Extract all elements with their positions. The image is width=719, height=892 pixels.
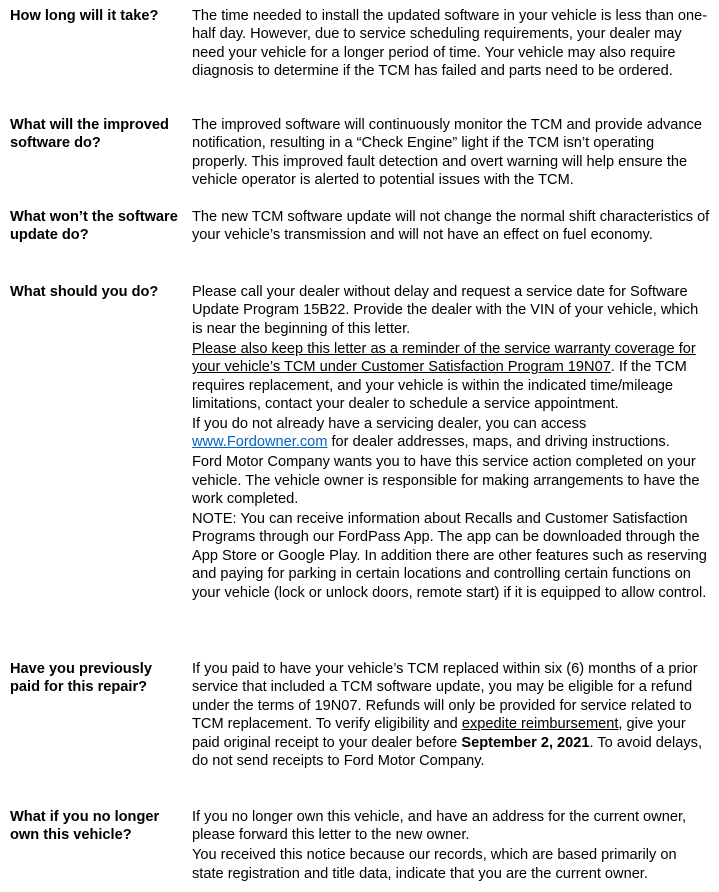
answer-paragraph: Please call your dealer without delay and request a service date for Software Update Program 15B22. Provide the dealer with the VIN of your vehicle, which is near the beginning of this letter. [192, 284, 699, 337]
question-improved-software: What will the improved software do? [10, 117, 169, 152]
answer-wont-do: The new TCM software update will not change the normal shift characteristics of your vehicle’s transmission and will not have an effect on fuel economy. [192, 209, 710, 244]
answer-paragraph: NOTE: You can receive information about Recalls and Customer Satisfaction Programs through our FordPass App. The app can be downloaded through the App Store or Google Play. In addition there are other features such as reserving and paying for parking in certain locations and controlling certain functions on your vehicle (lock or unlock doors, remote start) if it is equipped to allow control. [192, 510, 707, 601]
text-span: . To avoid delays, do not send receipts to Ford Motor Company. [192, 734, 703, 770]
question-wont-do: What won’t the software update do? [10, 209, 178, 244]
underlined-text: Please also keep this letter as a reminder of the service warranty coverage for your vehicle’s TCM under Customer Satisfaction Program 19N07 [192, 340, 696, 376]
text-span: If you do not already have a servicing dealer, you can access [192, 415, 587, 432]
answer-paragraph: If you no longer own this vehicle, and have an address for the current owner, please forward this letter to the new owner. [192, 809, 687, 844]
answer-paragraph: You received this notice because our records, which are based primarily on state registration and title data, indicate that you are the current owner. [192, 847, 677, 882]
answer-paragraph [192, 415, 712, 452]
answer-no-longer-own [192, 808, 712, 883]
text-span: If you paid to have your vehicle’s TCM replaced within six (6) months of a prior service that included a TCM software update, you may be eligible for a refund under the terms of 19N07. Refunds will only be provided for service related to TCM replacement. To verify eligibility and [192, 661, 698, 733]
answer-how-long: The time needed to install the updated software in your vehicle is less than one-half day. However, due to service scheduling requirements, your dealer may need your vehicle for a longer period of time. Your vehicle may also require diagnosis to determine if the TCM has failed and parts need to be ordered. [192, 8, 708, 80]
answer-what-should-you-do [192, 283, 712, 602]
question-no-longer-own: What if you no longer own this vehicle? [10, 809, 160, 844]
text-span: for dealer addresses, maps, and driving instructions. [327, 434, 670, 451]
answer-improved-software: The improved software will continuously monitor the TCM and provide advance notification, resulting in a “Check Engine” light if the TCM isn’t operating properly. This improved fault detection and overt warning will help ensure the vehicle operator is alerted to potential issues with the TCM. [192, 117, 702, 189]
question-what-should-you-do: What should you do? [10, 284, 159, 300]
text-span: , give your paid original receipt to your dealer before [192, 716, 686, 751]
answer-previously-paid [192, 660, 712, 770]
text-span: . If the TCM requires replacement, and your vehicle is within the indicated time/mileage limitations, contact your dealer to schedule a service appointment. [192, 359, 687, 412]
deadline-date: September 2, 2021 [461, 734, 590, 751]
answer-paragraph [192, 340, 712, 414]
question-how-long: How long will it take? [10, 8, 159, 24]
answer-paragraph: Ford Motor Company wants you to have this service action completed on your vehicle. The vehicle owner is responsible for making arrangements to have the work completed. [192, 454, 700, 507]
question-previously-paid: Have you previously paid for this repair? [10, 661, 152, 696]
fordowner-link[interactable]: www.Fordowner.com [192, 434, 328, 451]
underlined-text: expedite reimbursement [461, 716, 619, 733]
